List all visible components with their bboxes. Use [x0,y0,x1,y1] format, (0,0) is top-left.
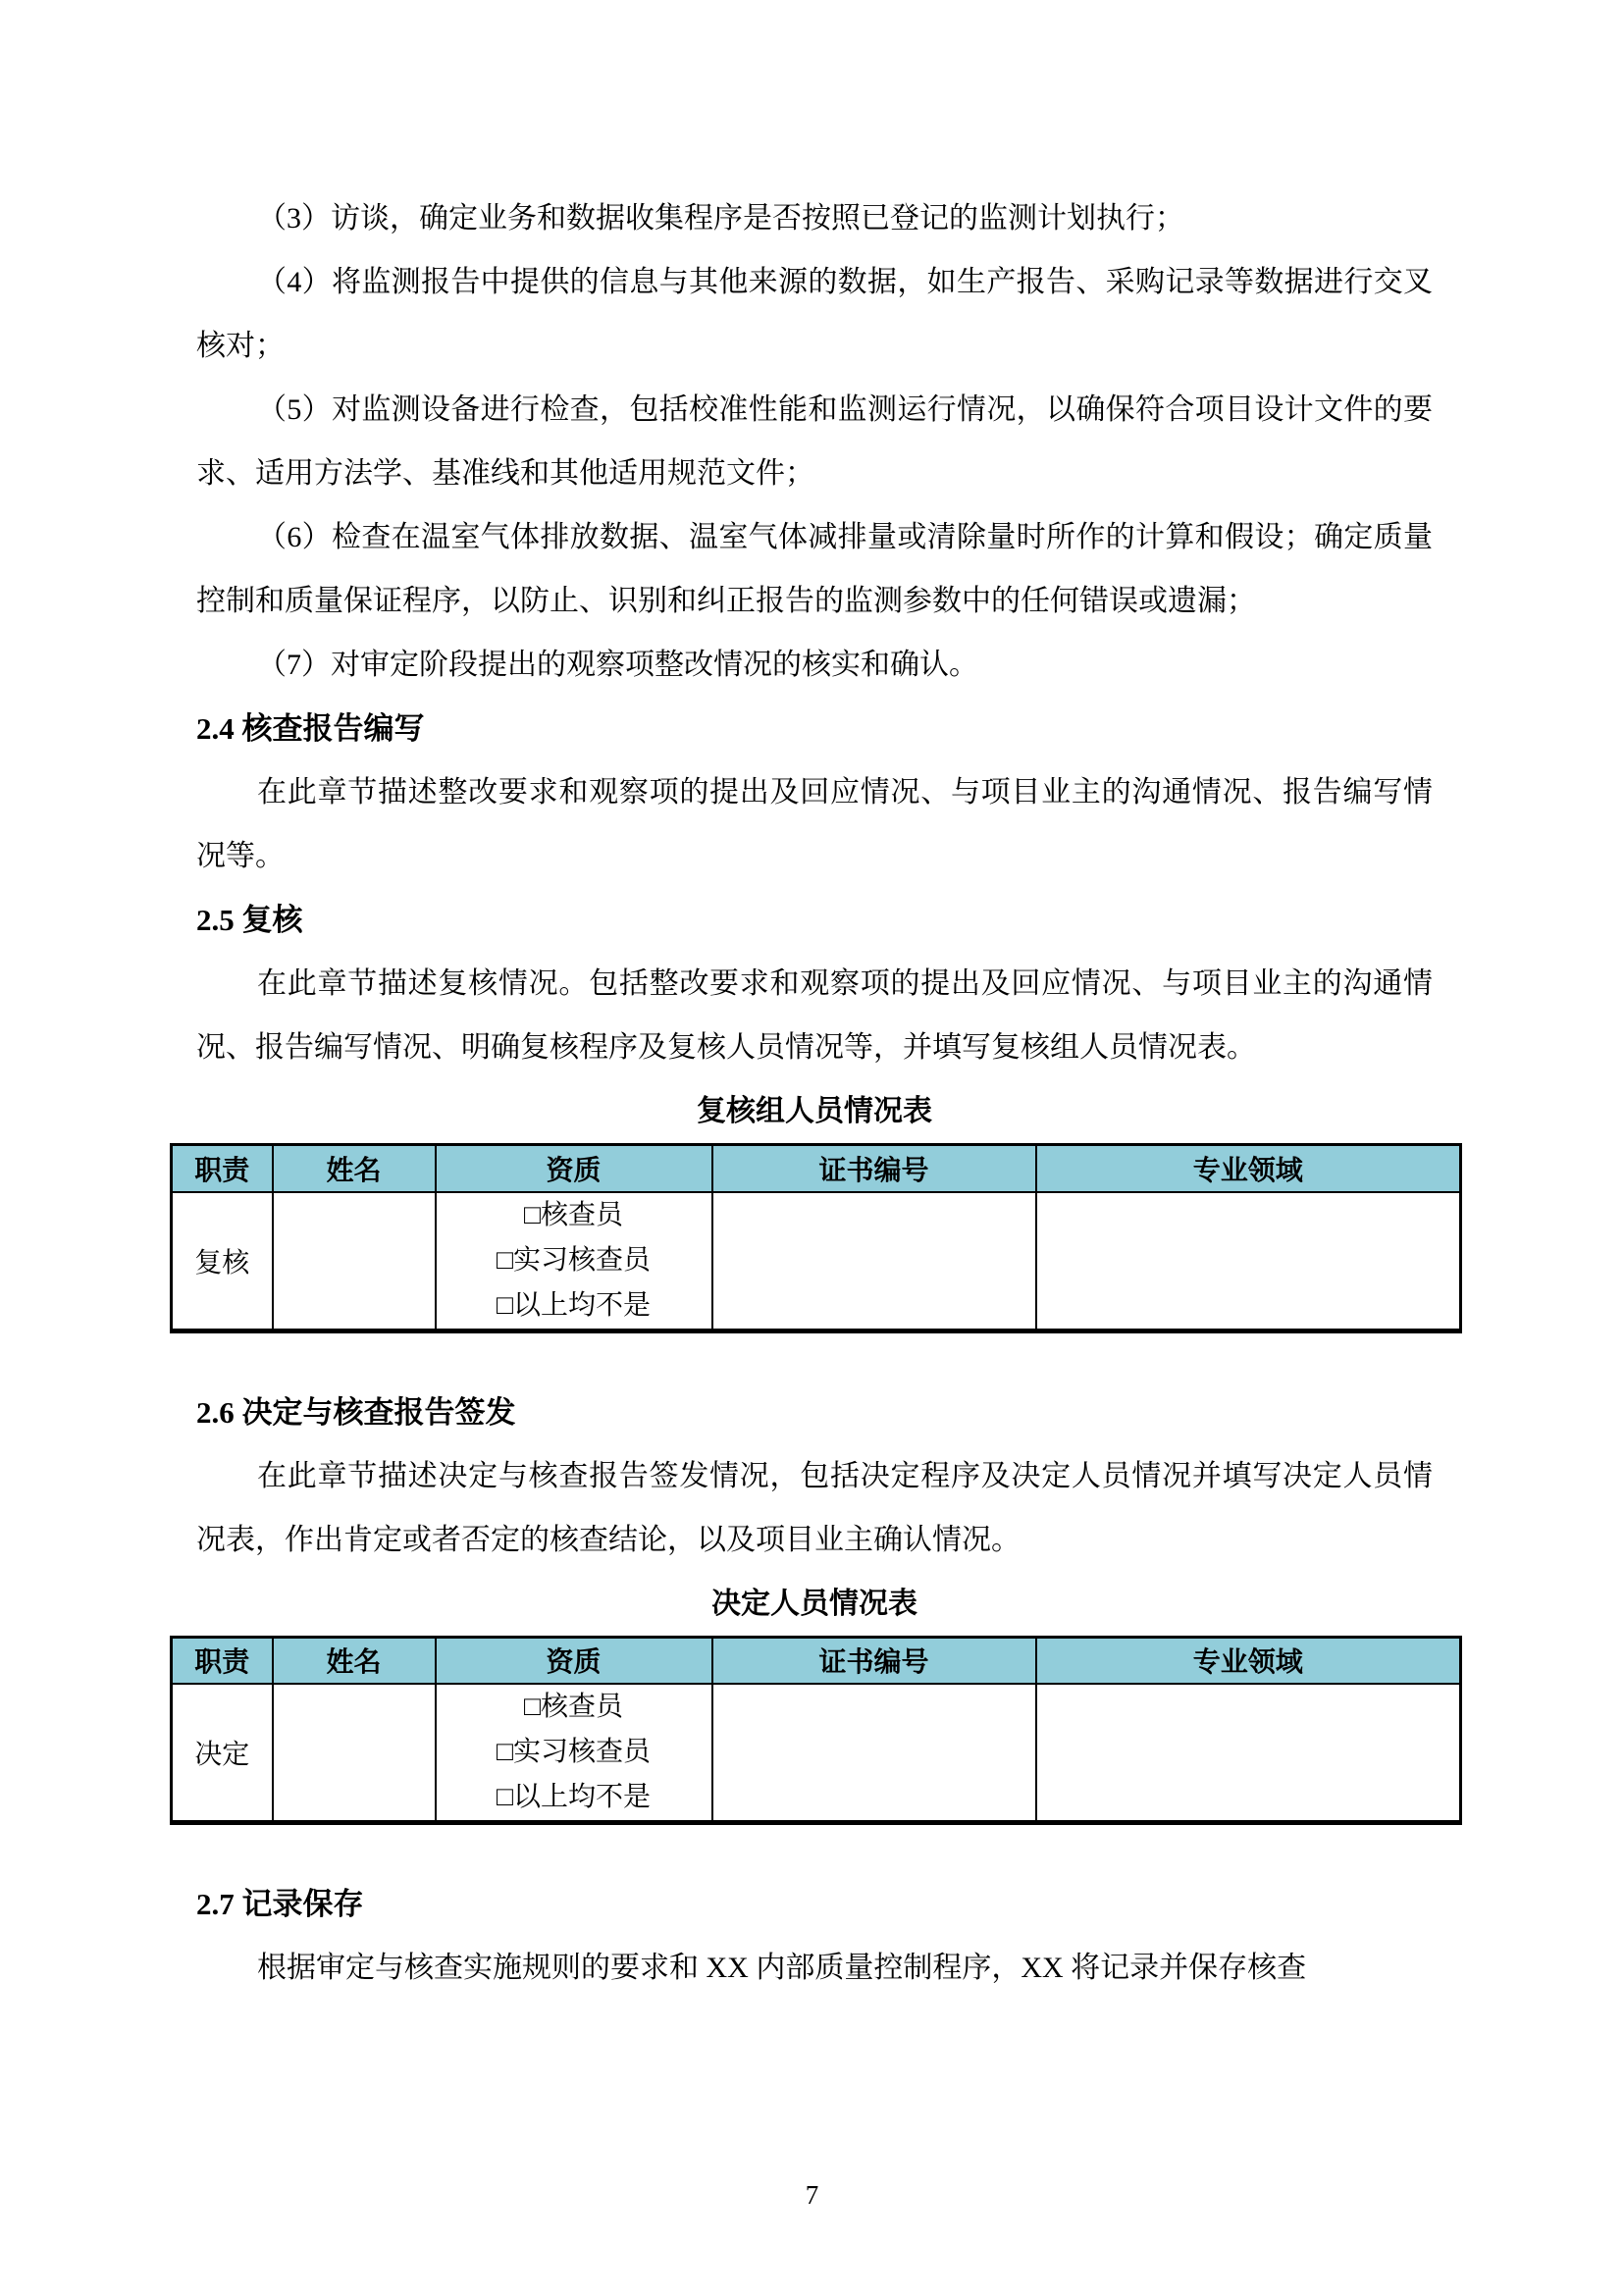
paragraph-item-6: （6）检查在温室气体排放数据、温室气体减排量或清除量时所作的计算和假设；确定质量控制和质量保证程序，以防止、识别和纠正报告的监测参数中的任何错误或遗漏； [196,521,1433,617]
header-cell-role: 职责 [172,1145,273,1192]
certificate-no-cell [712,1192,1036,1331]
role-cell: 复核 [172,1192,273,1331]
section-heading-2-7: 2.7 记录保存 [196,1887,364,1921]
section-2-7-paragraph: 根据审定与核查实施规则的要求和 XX 内部质量控制程序，XX 将记录并保存核查 [257,1952,1307,1984]
expertise-cell [1036,1192,1461,1331]
checkbox-option-trainee-verifier: □实习核查员 [497,1737,651,1767]
name-cell [273,1684,436,1823]
header-cell-qualification: 资质 [436,1637,712,1684]
certificate-no-cell [712,1684,1036,1823]
checkbox-option-none: □以上均不是 [497,1782,651,1812]
header-cell-role: 职责 [172,1637,273,1684]
paragraph-item-7: （7）对审定阶段提出的观察项整改情况的核实和确认。 [257,649,978,681]
decision-table-title: 决定人员情况表 [711,1587,917,1620]
header-cell-expertise: 专业领域 [1036,1145,1461,1192]
header-cell-name: 姓名 [273,1145,436,1192]
role-cell: 决定 [172,1684,273,1823]
section-2-6-paragraph: 在此章节描述决定与核查报告签发情况，包括决定程序及决定人员情况并填写决定人员情况表，作出肯定或者否定的核查结论，以及项目业主确认情况。 [196,1459,1433,1556]
review-personnel-table [170,1143,1462,1333]
paragraph-item-3: （3）访谈，确定业务和数据收集程序是否按照已登记的监测计划执行； [257,202,1184,235]
checkbox-option-verifier: □核查员 [524,1199,623,1230]
checkbox-option-trainee-verifier: □实习核查员 [497,1244,651,1276]
checkbox-option-verifier: □核查员 [524,1692,623,1722]
section-heading-2-4: 2.4 核查报告编写 [196,711,425,746]
table-header-row [172,1145,1461,1192]
page-number: 7 [805,2180,819,2210]
qualification-cell [436,1684,712,1823]
table-header-row [172,1637,1461,1684]
paragraph-item-4: （4）将监测报告中提供的信息与其他来源的数据，如生产报告、采购记录等数据进行交叉核对； [196,266,1433,362]
section-heading-2-5: 2.5 复核 [196,903,303,937]
header-cell-name: 姓名 [273,1637,436,1684]
header-cell-qualification: 资质 [436,1145,712,1192]
checkbox-option-none: □以上均不是 [497,1289,651,1321]
header-cell-certificate-no: 证书编号 [712,1637,1036,1684]
review-table-title: 复核组人员情况表 [697,1095,932,1127]
header-cell-expertise: 专业领域 [1036,1637,1461,1684]
section-2-4-paragraph: 在此章节描述整改要求和观察项的提出及回应情况、与项目业主的沟通情况、报告编写情况等。 [196,776,1433,872]
expertise-cell [1036,1684,1461,1823]
qualification-cell [436,1192,712,1331]
decision-personnel-table [170,1636,1462,1826]
section-heading-2-6: 2.6 决定与核查报告签发 [196,1394,516,1430]
header-cell-certificate-no: 证书编号 [712,1145,1036,1192]
table-row [172,1192,1461,1331]
section-2-5-paragraph: 在此章节描述复核情况。包括整改要求和观察项的提出及回应情况、与项目业主的沟通情况、报告编写情况、明确复核程序及复核人员情况等，并填写复核组人员情况表。 [196,967,1433,1064]
paragraph-item-5: （5）对监测设备进行检查，包括校准性能和监测运行情况，以确保符合项目设计文件的要求、适用方法学、基准线和其他适用规范文件； [196,393,1433,490]
name-cell [273,1192,436,1331]
table-row [172,1684,1461,1823]
